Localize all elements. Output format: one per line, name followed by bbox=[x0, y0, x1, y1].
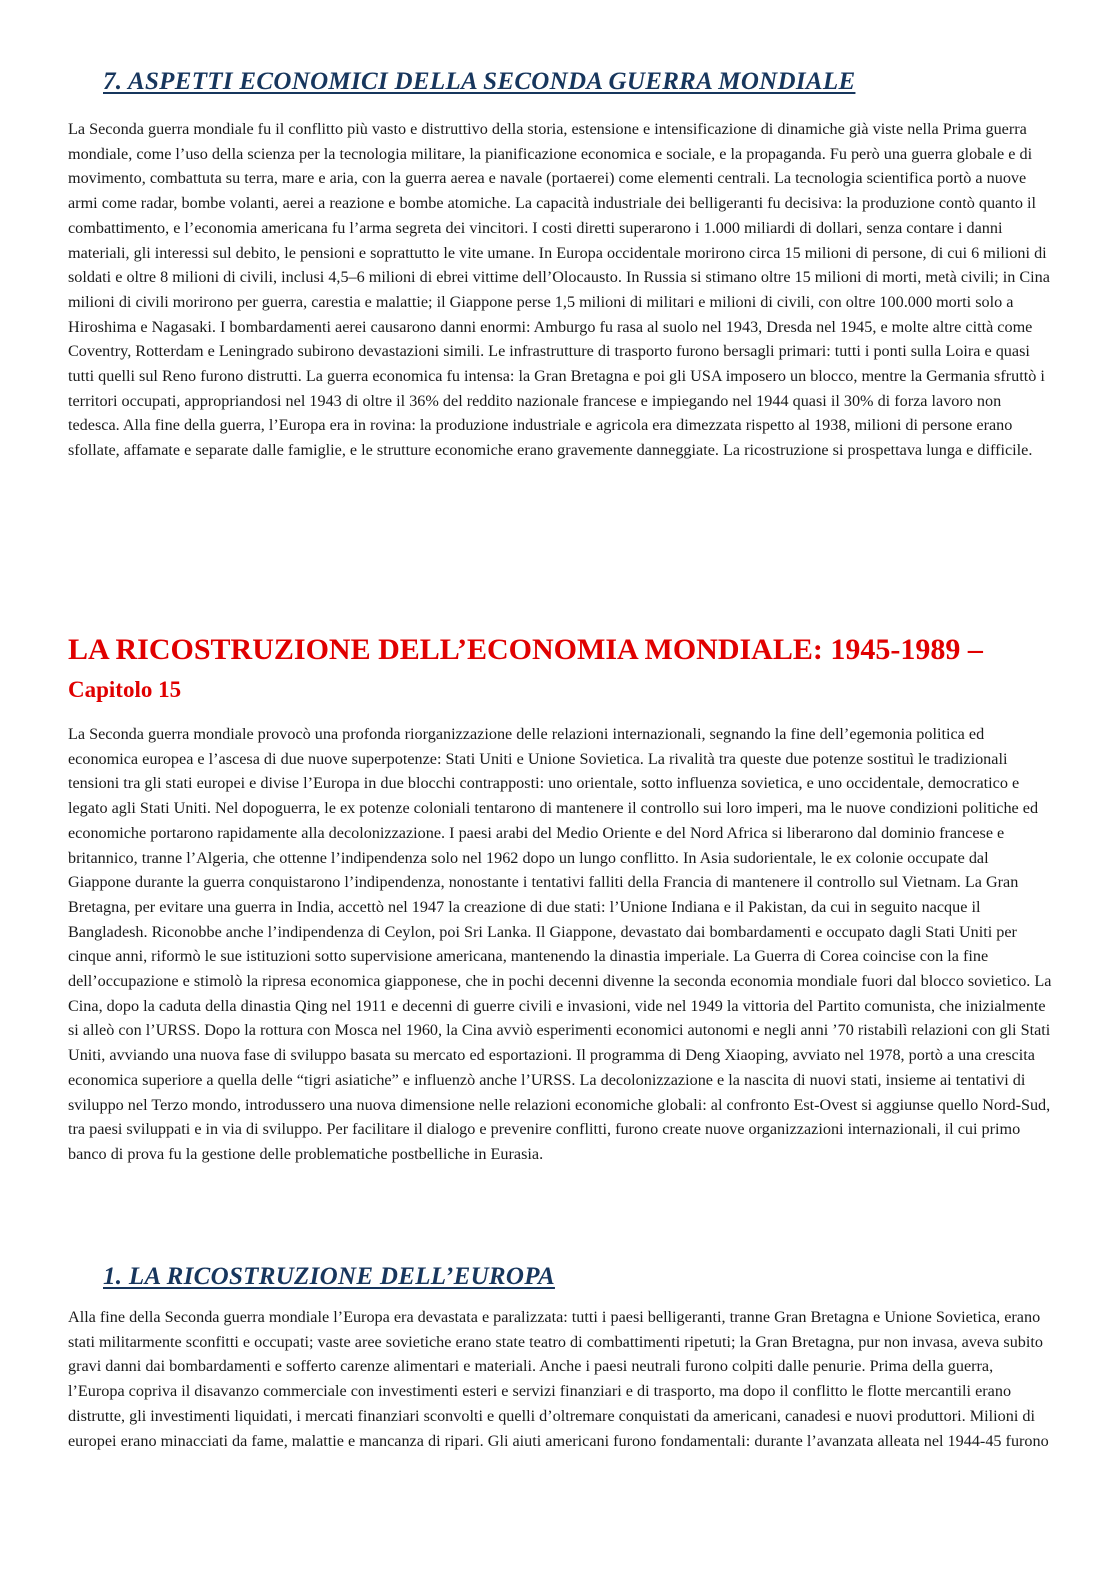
section-1-body: Alla fine della Seconda guerra mondiale l’Europa era devastata e paralizzata: tutti i paesi belligeranti, tranne Gran Bretagna e Unione Sovietica, erano stati militarmente sconfitti e occupati; vaste aree sovietiche erano state teatro di combattimenti ripetuti; la Gran Bretagna, pur non invasa, aveva subito gravi danni dai bombardamenti e sofferto carenze alimentari e materiali. Anche i paesi neutrali furono colpiti dalle penurie. Prima della guerra, l’Europa copriva il disavanzo commerciale con investimenti esteri e servizi finanziari e di trasporto, ma dopo il conflitto le flotte mercantili erano distrutte, gli investimenti liquidati, i mercati finanziari sconvolti e quelli d’oltremare conquistati da americani, canadesi e nuovi produttori. Milioni di europei erano minacciati da fame, malattie e mancanza di ripari. Gli aiuti americani furono fondamentali: durante l’avanzata alleata nel 1944-45 furono bbox=[68, 1308, 1049, 1450]
section-7-body: La Seconda guerra mondiale fu il conflitto più vasto e distruttivo della storia, estensione e intensificazione di dinamiche già viste nella Prima guerra mondiale, come l’uso della scienza per la tecnologia militare, la pianificazione economica e sociale, e la propaganda. Fu però una guerra globale e di movimento, combattuta su terra, mare e aria, con la guerra aerea e navale (portaerei) come elementi centrali. La tecnologia scientifica portò a nuove armi come radar, bombe volanti, aerei a reazione e bombe atomiche. La capacità industriale dei belligeranti fu decisiva: la produzione contò quanto il combattimento, e l’economia americana fu l’arma segreta dei vincitori. I costi diretti superarono i 1.000 miliardi di dollari, senza contare i danni materiali, gli interessi sul debito, le pensioni e soprattutto le vite umane. In Europa occidentale morirono circa 15 milioni di persone, di cui 6 milioni di soldati e oltre 8 milioni di civili, inclusi 4,5–6 milioni di ebrei vittime dell’Olocausto. In Russia si stimano oltre 15 milioni di morti, metà civili; in Cina milioni di civili morirono per guerra, carestia e malattie; il Giappone perse 1,5 milioni di militari e milioni di civili, con oltre 100.000 morti solo a Hiroshima e Nagasaki. I bombardamenti aerei causarono danni enormi: Amburgo fu rasa al suolo nel 1943, Dresda nel 1945, e molte altre città come Coventry, Rotterdam e Leningrado subirono devastazioni simili. Le infrastrutture di trasporto furono bersagli primari: tutti i ponti sulla Loira e quasi tutti quelli sul Reno furono distrutti. La guerra economica fu intensa: la Gran Bretagna e poi gli USA imposero un blocco, mentre la Germania sfruttò i territori occupati, appropriandosi nel 1943 di oltre il 36% del reddito nazionale francese e impiegando nel 1944 quasi il 30% di forza lavoro non tedesca. Alla fine della guerra, l’Europa era in rovina: la produzione industriale e agricola era dimezzata rispetto al 1938, milioni di persone erano sfollate, affamate e separate dalle famiglie, e le strutture economiche erano gravemente danneggiate. La ricostruzione si prospettava lunga e difficile. bbox=[68, 120, 1050, 460]
chapter-intro: La Seconda guerra mondiale provocò una profonda riorganizzazione delle relazioni internazionali, segnando la fine dell’egemonia politica ed economica europea e l’ascesa di due nuove superpotenze: Stati Uniti e Unione Sovietica. La rivalità tra queste due potenze sostituì le tradizionali tensioni tra gli stati europei e divise l’Europa in due blocchi contrapposti: uno orientale, sotto influenza sovietica, e uno occidentale, democratico e legato agli Stati Uniti. Nel dopoguerra, le ex potenze coloniali tentarono di mantenere il controllo sui loro imperi, ma le nuove condizioni politiche ed economiche portarono rapidamente alla decolonizzazione. I paesi arabi del Medio Oriente e del Nord Africa si liberarono dal dominio francese e britannico, tranne l’Algeria, che ottenne l’indipendenza solo nel 1962 dopo un lungo conflitto. In Asia sudorientale, le ex colonie occupate dal Giappone durante la guerra conquistarono l’indipendenza, nonostante i tentativi falliti della Francia di mantenere il controllo sul Vietnam. La Gran Bretagna, per evitare una guerra in India, accettò nel 1947 la creazione di due stati: l’Unione Indiana e il Pakistan, da cui in seguito nacque il Bangladesh. Riconobbe anche l’indipendenza di Ceylon, poi Sri Lanka. Il Giappone, devastato dai bombardamenti e occupato dagli Stati Uniti per cinque anni, riformò le sue istituzioni sotto supervisione americana, mantenendo la dinastia imperiale. La Guerra di Corea coincise con la fine dell’occupazione e stimolò la ripresa economica giapponese, che in pochi decenni divenne la seconda economia mondiale fuori dal blocco sovietico. La Cina, dopo la caduta della dinastia Qing nel 1911 e decenni di guerre civili e invasioni, vide nel 1949 la vittoria del Partito comunista, che inizialmente si alleò con l’URSS. Dopo la rottura con Mosca nel 1960, la Cina avviò esperimenti economici autonomi e negli anni ’70 ristabilì relazioni con gli Stati Uniti, avviando una nuova fase di sviluppo basata su mercato ed esportazioni. Il programma di Deng Xiaoping, avviato nel 1978, portò a una crescita economica superiore a quella delle “tigri asiatiche” e influenzò anche l’URSS. La decolonizzazione e la nascita di nuovi stati, insieme ai tentativi di sviluppo nel Terzo mondo, introdussero una nuova dimensione nelle relazioni economiche globali: al confronto Est-Ovest si aggiunse quello Nord-Sud, tra paesi sviluppati e in via di sviluppo. Per facilitare il dialogo e prevenire conflitti, furono create nuove organizzazioni internazionali, il cui primo banco di prova fu la gestione delle problematiche postbelliche in Eurasia. bbox=[68, 725, 1052, 1163]
chapter-subtitle: Capitolo 15 bbox=[68, 677, 182, 702]
chapter-title: LA RICOSTRUZIONE DELL’ECONOMIA MONDIALE: 1945-1989 – bbox=[68, 633, 983, 666]
section-7-heading: 7. ASPETTI ECONOMICI DELLA SECONDA GUERRA MONDIALE bbox=[103, 68, 856, 95]
section-1-heading: 1. LA RICOSTRUZIONE DELL’EUROPA bbox=[103, 1263, 555, 1290]
